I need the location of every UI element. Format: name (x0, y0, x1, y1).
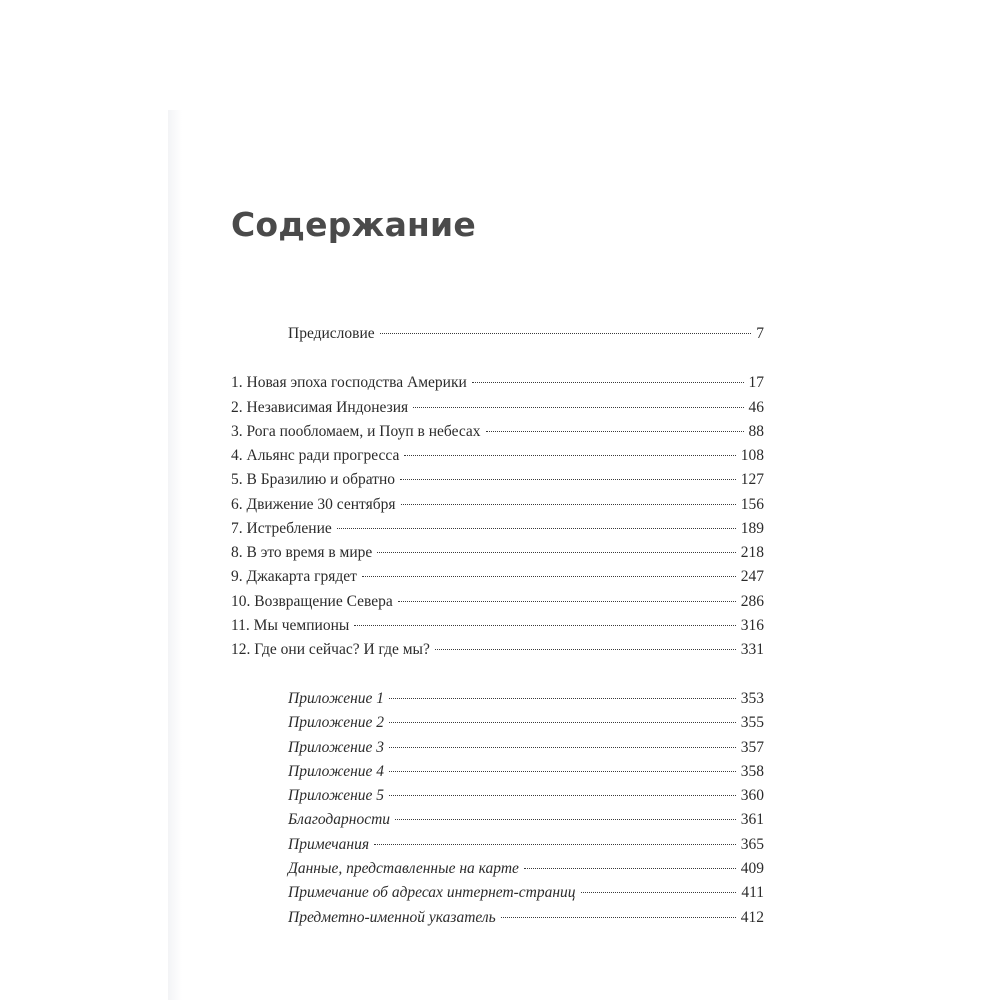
toc-entry-chapter (231, 565, 764, 589)
toc-entry-page: 357 (740, 739, 764, 756)
toc-entry-page: 316 (740, 617, 764, 634)
toc-entry-page: 46 (748, 399, 764, 416)
dot-leader (404, 455, 735, 456)
toc-entry-back-matter (288, 760, 764, 784)
toc-entry-chapter (231, 468, 764, 492)
toc-entry-page: 17 (748, 374, 764, 391)
toc-entry-chapter (231, 517, 764, 541)
toc-entry-label: Примечания (288, 836, 370, 853)
toc-entry-label: Приложение 1 (288, 690, 385, 707)
dot-leader (501, 917, 736, 918)
toc-entry-page: 156 (740, 496, 764, 513)
toc-entry-chapter (231, 614, 764, 638)
toc-entry-chapter (231, 638, 764, 662)
toc-entry-label: Примечание об адресах интернет-страниц (288, 884, 576, 901)
toc-entry-label: 3. Рога пообломаем, и Поуп в небесах (231, 423, 481, 440)
toc-entry-back-matter (288, 833, 764, 857)
toc-entry-back-matter (288, 784, 764, 808)
toc-entry-chapter (231, 541, 764, 565)
toc-entry-label: Приложение 4 (288, 763, 385, 780)
toc-entry-back-matter (288, 808, 764, 832)
toc-entry-page: 353 (740, 690, 764, 707)
dot-leader (398, 601, 736, 602)
toc-entry-chapter (231, 371, 764, 395)
toc-entry-label: Приложение 5 (288, 787, 385, 804)
toc-entry-label: Данные, представленные на карте (288, 860, 519, 877)
toc-entry-page: 411 (741, 884, 764, 901)
toc-entry-label: Благодарности (288, 811, 391, 828)
dot-leader (413, 407, 743, 408)
toc-entry-page: 108 (740, 447, 764, 464)
toc-entry-label: 1. Новая эпоха господства Америки (231, 374, 467, 391)
toc-entry-page: 88 (748, 423, 764, 440)
toc-entry-label: 5. В Бразилию и обратно (231, 471, 395, 488)
toc-entry-label: 2. Независимая Индонезия (231, 399, 409, 416)
toc-entry-back-matter (288, 857, 764, 881)
toc-entry-back-matter (288, 687, 764, 711)
dot-leader (389, 771, 736, 772)
toc-entry-page: 365 (740, 836, 764, 853)
dot-leader (486, 431, 744, 432)
toc-entry-back-matter (288, 711, 764, 735)
dot-leader (389, 747, 736, 748)
toc-entry-chapter (231, 590, 764, 614)
dot-leader (581, 892, 737, 893)
toc-entry-label: Предисловие (288, 325, 375, 342)
dot-leader (524, 868, 736, 869)
dot-leader (389, 795, 736, 796)
dot-leader (472, 382, 744, 383)
toc-entry-page: 189 (740, 520, 764, 537)
toc-entry-chapter (231, 420, 764, 444)
toc-entry-back-matter (288, 881, 764, 905)
toc-entry-page: 331 (740, 641, 764, 658)
toc-entry-label: 11. Мы чемпионы (231, 617, 350, 634)
dot-leader (400, 479, 736, 480)
toc-entry-label: 7. Истребление (231, 520, 332, 537)
toc-entry-chapter (231, 493, 764, 517)
toc-entry-page: 127 (740, 471, 764, 488)
toc-entry-page: 7 (756, 325, 764, 342)
toc-entry-page: 218 (740, 544, 764, 561)
toc-entry-page: 247 (740, 568, 764, 585)
toc-entry-label: 12. Где они сейчас? И где мы? (231, 641, 430, 658)
toc-entry-page: 361 (740, 811, 764, 828)
toc-entry-page: 358 (740, 763, 764, 780)
dot-leader (389, 722, 736, 723)
dot-leader (389, 698, 736, 699)
dot-leader (377, 552, 736, 553)
dot-leader (380, 333, 752, 334)
toc-entry-label: 8. В это время в мире (231, 544, 373, 561)
toc-entry-label: 6. Движение 30 сентября (231, 496, 396, 513)
dot-leader (337, 528, 736, 529)
toc-entry-page: 409 (740, 860, 764, 877)
toc-entry-label: Приложение 2 (288, 714, 385, 731)
toc-entry-label: Предметно-именной указатель (288, 909, 496, 926)
toc-entry-label: 10. Возвращение Севера (231, 593, 393, 610)
dot-leader (395, 819, 736, 820)
toc-entry-label: 4. Альянс ради прогресса (231, 447, 400, 464)
dot-leader (354, 625, 735, 626)
toc-entry-chapter (231, 396, 764, 420)
page-title: Содержание (231, 205, 476, 244)
toc-entry-page: 360 (740, 787, 764, 804)
dot-leader (362, 576, 736, 577)
dot-leader (374, 844, 736, 845)
toc-entry-back-matter (288, 906, 764, 930)
toc-entry-preface (288, 322, 764, 346)
dot-leader (401, 504, 736, 505)
toc-entry-page: 355 (740, 714, 764, 731)
toc-entry-back-matter (288, 736, 764, 760)
toc-entry-chapter (231, 444, 764, 468)
toc-entry-page: 412 (740, 909, 764, 926)
toc-entry-label: 9. Джакарта грядет (231, 568, 357, 585)
toc-entry-label: Приложение 3 (288, 739, 385, 756)
dot-leader (435, 649, 736, 650)
toc-entry-page: 286 (740, 593, 764, 610)
